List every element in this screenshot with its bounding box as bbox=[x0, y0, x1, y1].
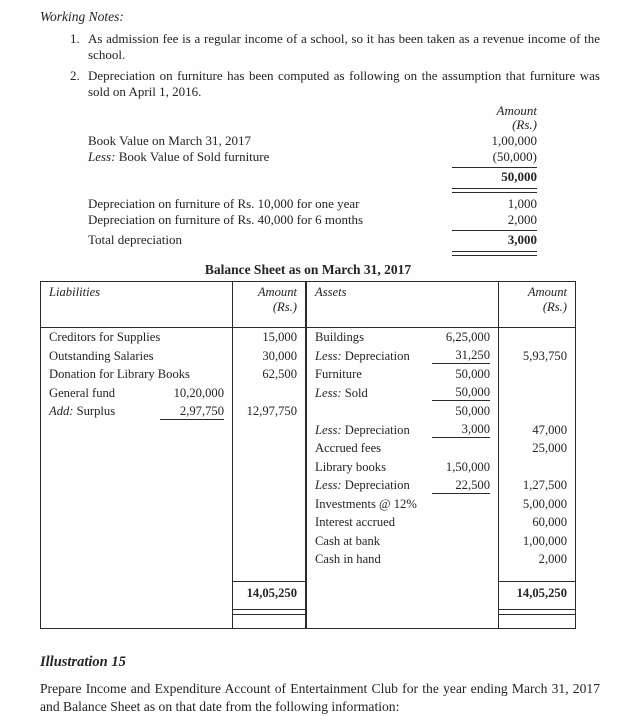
calc-row bbox=[40, 133, 537, 148]
liability-label: Add: Surplus bbox=[49, 404, 116, 418]
asset-sub-amount: 50,000 bbox=[455, 404, 490, 419]
liability-cell bbox=[41, 384, 233, 403]
note-item bbox=[40, 31, 600, 63]
asset-label: Less: Depreciation bbox=[315, 478, 410, 492]
liability-amount: 12,97,750 bbox=[233, 402, 307, 421]
asset-amount bbox=[499, 384, 575, 403]
note-number: 2. bbox=[70, 68, 80, 83]
asset-cell bbox=[307, 365, 499, 384]
double-rule bbox=[452, 188, 537, 193]
asset-cell bbox=[307, 532, 499, 551]
asset-amount: 25,000 bbox=[532, 441, 567, 455]
liability-cell bbox=[41, 550, 233, 569]
calc-label: Depreciation on furniture of Rs. 40,000 for 6 months bbox=[88, 212, 364, 227]
liability-amount bbox=[233, 550, 307, 569]
liability-amount bbox=[233, 476, 307, 495]
calc-label: Depreciation on furniture of Rs. 10,000 for one year bbox=[88, 196, 360, 211]
calc-subtotal-row bbox=[40, 168, 537, 185]
asset-label: Less: Sold bbox=[315, 385, 368, 400]
liability-cell bbox=[41, 476, 233, 495]
liability-sub-amount: 10,20,000 bbox=[173, 385, 224, 400]
balance-sheet-table bbox=[40, 281, 576, 629]
subtotal-amount: 50,000 bbox=[501, 169, 537, 184]
asset-cell bbox=[307, 439, 499, 458]
asset-amount bbox=[499, 365, 575, 384]
asset-sub-amount: 1,50,000 bbox=[445, 459, 490, 474]
illustration-body: Prepare Income and Expenditure Account of Entertainment Club for the year ending March 31, 2017 and Balance Sheet as on that date from the following information: bbox=[40, 680, 600, 714]
asset-label: Less: Depreciation bbox=[315, 422, 410, 437]
asset-cell bbox=[307, 550, 499, 569]
balance-sheet-row bbox=[41, 513, 575, 532]
asset-cell bbox=[307, 476, 499, 495]
header-liabilities: Liabilities bbox=[41, 282, 233, 327]
header-amount-left: Amount (Rs.) bbox=[233, 282, 307, 327]
note-text: As admission fee is a regular income of a school, so it has been taken as a revenue income of the school. bbox=[88, 31, 600, 62]
balance-sheet-body bbox=[41, 328, 575, 569]
liability-sub-amount: 2,97,750 bbox=[160, 403, 224, 420]
liability-amount: 30,000 bbox=[233, 347, 307, 366]
liability-amount bbox=[233, 439, 307, 458]
balance-sheet-row bbox=[41, 365, 575, 384]
asset-cell bbox=[307, 513, 499, 532]
asset-amount bbox=[499, 328, 575, 347]
asset-amount: 5,00,000 bbox=[522, 496, 567, 511]
balance-sheet-row bbox=[41, 328, 575, 347]
asset-sub-amount: 22,500 bbox=[432, 477, 490, 494]
asset-sub-amount: 31,250 bbox=[432, 347, 490, 364]
note-item bbox=[40, 68, 600, 100]
liability-label: Creditors for Supplies bbox=[49, 330, 161, 344]
liability-cell bbox=[41, 495, 233, 514]
liability-label: General fund bbox=[49, 385, 116, 400]
liability-label: Donation for Library Books bbox=[49, 367, 190, 381]
liability-amount bbox=[233, 495, 307, 514]
asset-cell bbox=[307, 458, 499, 477]
asset-cell bbox=[307, 384, 499, 403]
liability-amount bbox=[233, 458, 307, 477]
balance-sheet-row bbox=[41, 347, 575, 366]
calc-amount: 2,000 bbox=[507, 212, 537, 227]
calc-amount: 1,000 bbox=[507, 196, 537, 211]
liability-cell bbox=[41, 347, 233, 366]
liability-cell bbox=[41, 439, 233, 458]
balance-sheet-total-row bbox=[41, 581, 575, 628]
liability-cell bbox=[41, 328, 233, 347]
asset-amount bbox=[499, 402, 575, 421]
liability-amount bbox=[233, 421, 307, 440]
amount-column-header: Amount (Rs.) bbox=[496, 103, 537, 132]
liability-cell bbox=[41, 421, 233, 440]
asset-amount: 1,00,000 bbox=[522, 533, 567, 548]
liability-cell bbox=[41, 402, 233, 421]
calc-amount: (50,000) bbox=[492, 149, 537, 164]
calc-row bbox=[40, 149, 537, 164]
liability-cell bbox=[41, 513, 233, 532]
asset-sub-amount: 50,000 bbox=[432, 384, 490, 401]
header-amount-right: Amount (Rs.) bbox=[527, 285, 567, 314]
calc-row bbox=[40, 212, 537, 227]
double-rule bbox=[452, 251, 537, 256]
liability-cell bbox=[41, 365, 233, 384]
asset-cell bbox=[307, 421, 499, 440]
liability-amount bbox=[233, 532, 307, 551]
asset-sub-amount: 6,25,000 bbox=[445, 330, 490, 345]
asset-amount: 5,93,750 bbox=[522, 348, 567, 363]
asset-sub-amount: 50,000 bbox=[455, 367, 490, 382]
note-text: Depreciation on furniture has been computed as following on the assumption that furniture was sold on April 1, 2016. bbox=[88, 68, 600, 99]
balance-sheet-row bbox=[41, 384, 575, 403]
asset-cell bbox=[307, 328, 499, 347]
total-assets: 14,05,250 bbox=[499, 581, 575, 628]
liability-amount: 15,000 bbox=[233, 328, 307, 347]
calc-row bbox=[40, 196, 537, 211]
asset-amount: 1,27,500 bbox=[522, 478, 567, 492]
balance-sheet-row bbox=[41, 421, 575, 440]
total-amount: 3,000 bbox=[507, 232, 537, 247]
calc-total-row bbox=[40, 231, 537, 248]
asset-cell bbox=[307, 347, 499, 366]
spacer-row bbox=[41, 569, 575, 581]
double-rule bbox=[233, 609, 305, 615]
calc-label: Book Value on March 31, 2017 bbox=[88, 133, 251, 148]
calc-amount: 1,00,000 bbox=[491, 133, 537, 148]
asset-amount: 2,000 bbox=[538, 552, 567, 566]
header-assets: Assets bbox=[307, 282, 499, 327]
balance-sheet-header-row bbox=[41, 282, 575, 328]
working-notes-heading: Working Notes: bbox=[40, 9, 124, 24]
illustration-heading: Illustration 15 bbox=[40, 653, 126, 670]
asset-label: Investments @ 12% bbox=[315, 496, 417, 511]
liability-cell bbox=[41, 458, 233, 477]
balance-sheet-row bbox=[41, 550, 575, 569]
asset-cell bbox=[307, 495, 499, 514]
asset-amount bbox=[499, 458, 575, 477]
liability-cell bbox=[41, 532, 233, 551]
asset-label: Library books bbox=[315, 459, 386, 474]
asset-amount: 47,000 bbox=[532, 422, 567, 437]
balance-sheet-row bbox=[41, 402, 575, 421]
calc-label: Less: Book Value of Sold furniture bbox=[88, 149, 270, 164]
liability-amount bbox=[233, 513, 307, 532]
asset-label: Less: Depreciation bbox=[315, 348, 410, 363]
asset-label: Accrued fees bbox=[315, 441, 382, 455]
balance-sheet-title: Balance Sheet as on March 31, 2017 bbox=[204, 262, 412, 277]
asset-label: Buildings bbox=[315, 330, 364, 344]
asset-label: Interest accrued bbox=[315, 515, 396, 529]
balance-sheet-row bbox=[41, 476, 575, 495]
total-label: Total depreciation bbox=[88, 232, 183, 247]
double-rule bbox=[499, 609, 575, 615]
liability-label: Outstanding Salaries bbox=[49, 348, 154, 363]
asset-label: Cash at bank bbox=[315, 533, 381, 548]
asset-label: Furniture bbox=[315, 367, 362, 381]
balance-sheet-row bbox=[41, 495, 575, 514]
balance-sheet-row bbox=[41, 532, 575, 551]
asset-amount: 60,000 bbox=[532, 515, 567, 529]
asset-label: Cash in hand bbox=[315, 552, 381, 566]
asset-cell bbox=[307, 402, 499, 421]
balance-sheet-row bbox=[41, 458, 575, 477]
liability-amount bbox=[233, 384, 307, 403]
total-liabilities: 14,05,250 bbox=[233, 581, 307, 628]
depreciation-working bbox=[40, 104, 537, 256]
balance-sheet-row bbox=[41, 439, 575, 458]
note-number: 1. bbox=[70, 31, 80, 46]
liability-amount: 62,500 bbox=[233, 365, 307, 384]
asset-sub-amount: 3,000 bbox=[432, 421, 490, 438]
